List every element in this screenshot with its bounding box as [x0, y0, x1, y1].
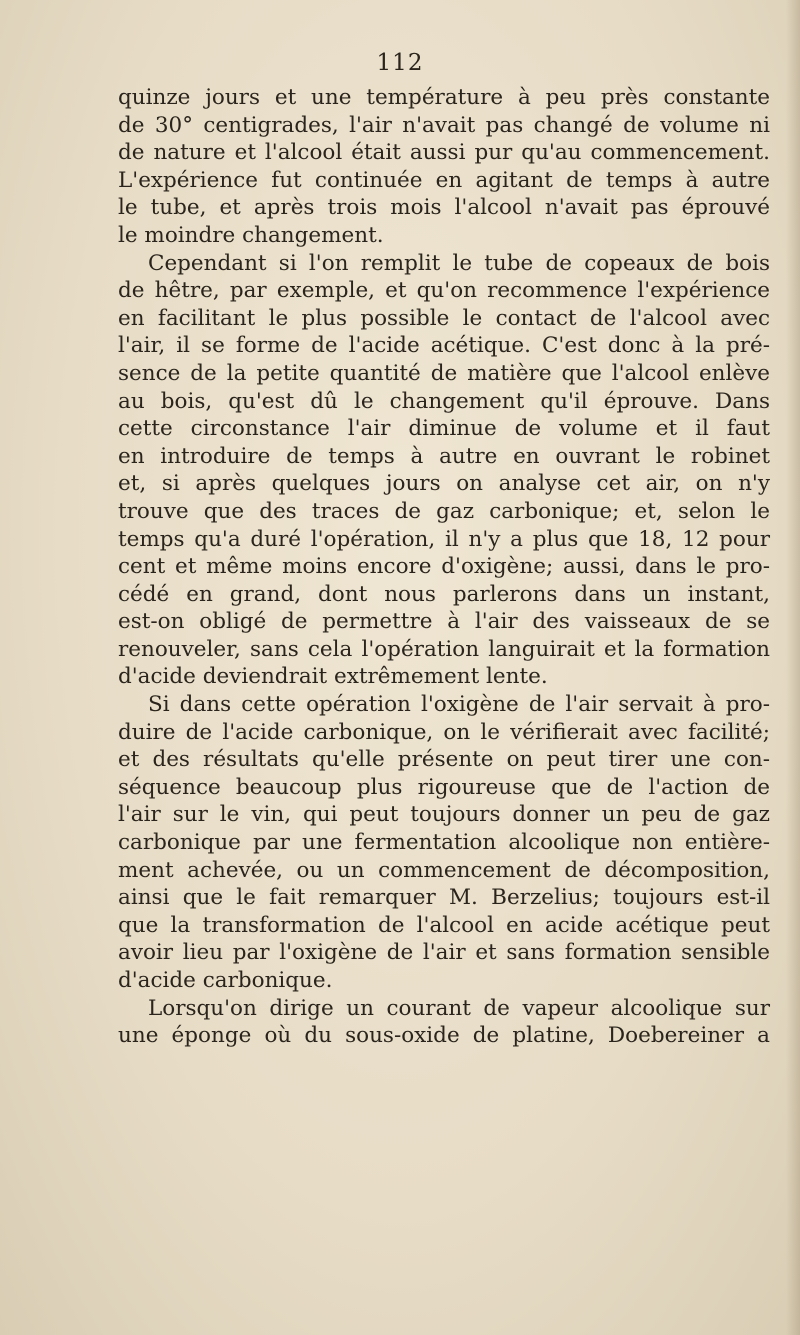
text-line: une éponge où du sous-oxide de platine, Doebereiner a: [118, 1023, 770, 1049]
text-line: l'air, il se forme de l'acide acétique. C'est donc à la pré-: [118, 333, 770, 359]
text-line: d'acide carbonique.: [118, 968, 333, 993]
text-line: le tube, et après trois mois l'alcool n'avait pas éprouvé: [118, 195, 770, 221]
page-edge-shadow: [786, 0, 800, 1335]
text-line: Cependant si l'on remplit le tube de copeaux de bois: [148, 250, 770, 276]
text-line: est-on obligé de permettre à l'air des vaisseaux de se: [118, 609, 770, 635]
text-line: de nature et l'alcool était aussi pur qu'au commencement.: [118, 140, 770, 166]
text-line: duire de l'acide carbonique, on le vérifierait avec facilité;: [118, 719, 770, 745]
text-line: en introduire de temps à autre en ouvrant le robinet: [118, 443, 770, 469]
body-text: [118, 84, 770, 1050]
text-line: trouve que des traces de gaz carbonique; et, selon le: [118, 498, 770, 524]
text-line: le moindre changement.: [118, 222, 384, 248]
text-line: Lorsqu'on dirige un courant de vapeur alcoolique sur: [148, 995, 770, 1021]
text-line: ainsi que le fait remarquer M. Berzelius; toujours est-il: [118, 885, 770, 911]
page-number: 112: [376, 50, 424, 76]
text-line: L'expérience fut continuée en agitant de temps à autre: [118, 167, 770, 193]
text-line: avoir lieu par l'oxigène de l'air et sans formation sensible: [118, 940, 770, 966]
text-line: cette circonstance l'air diminue de volume et il faut: [118, 416, 770, 442]
paragraph: [118, 84, 770, 250]
text-line: d'acide deviendrait extrêmement lente.: [118, 664, 548, 690]
text-line: temps qu'a duré l'opération, il n'y a plus que 18, 12 pour: [118, 526, 770, 552]
paragraph: [118, 995, 770, 1050]
text-line: au bois, qu'est dû le changement qu'il éprouve. Dans: [118, 388, 770, 414]
text-line: Si dans cette opération l'oxigène de l'air servait à pro-: [148, 692, 770, 718]
paragraph: [118, 691, 770, 995]
text-line: séquence beaucoup plus rigoureuse que de l'action de: [118, 774, 770, 800]
text-line: en facilitant le plus possible le contact de l'alcool avec: [118, 305, 770, 331]
text-line: l'air sur le vin, qui peut toujours donner un peu de gaz: [118, 802, 770, 828]
text-line: et des résultats qu'elle présente on peut tirer une con-: [118, 747, 770, 773]
text-line: de hêtre, par exemple, et qu'on recommence l'expérience: [118, 278, 770, 304]
text-line: carbonique par une fermentation alcoolique non entière-: [118, 830, 770, 856]
paragraph: [118, 250, 770, 692]
text-line: cent et même moins encore d'oxigène; aussi, dans le pro-: [118, 554, 770, 580]
text-line: quinze jours et une température à peu près constante: [118, 85, 770, 110]
text-line: que la transformation de l'alcool en acide acétique peut: [118, 912, 770, 938]
text-line: de 30° centigrades, l'air n'avait pas changé de volume ni: [118, 112, 770, 138]
text-line: cédé en grand, dont nous parlerons dans un instant,: [118, 581, 770, 607]
text-line: sence de la petite quantité de matière que l'alcool enlève: [118, 360, 770, 386]
text-line: renouveler, sans cela l'opération languirait et la formation: [118, 636, 770, 662]
text-line: et, si après quelques jours on analyse cet air, on n'y: [118, 471, 770, 497]
text-line: ment achevée, ou un commencement de décomposition,: [118, 857, 770, 883]
